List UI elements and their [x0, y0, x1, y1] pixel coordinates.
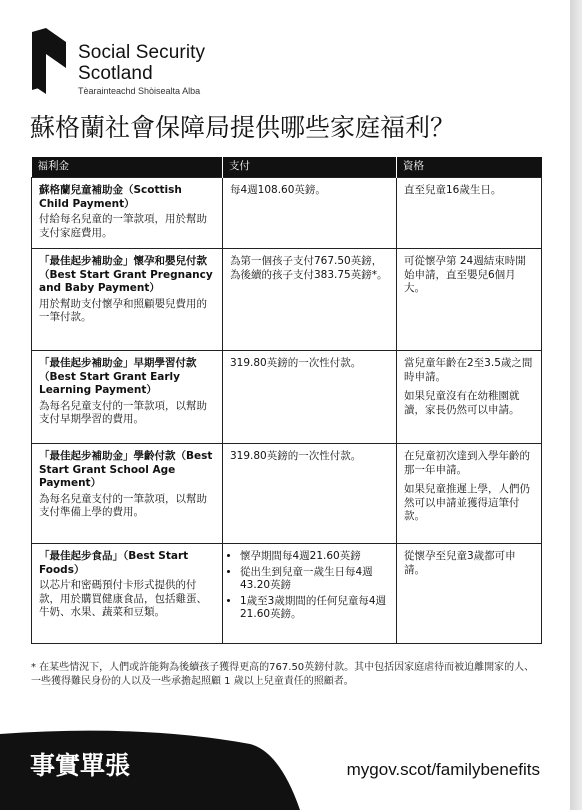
table-row [32, 444, 542, 544]
table-row [32, 351, 542, 444]
list-item: • 從出生到兒童一歲生日每4週43.20英鎊 [240, 566, 389, 593]
payment-cell: 319.80英鎊的一次性付款。 [223, 351, 397, 444]
benefit-description: 付給每名兒童的一筆款項，用於幫助支付家庭費用。 [39, 213, 207, 239]
eligibility-text: 如果兒童沒有在幼稚園就讀，家長仍然可以申請。 [404, 390, 520, 416]
eligibility-text: 當兒童年齡在2至3.5歲之間時申請。 [404, 357, 533, 383]
footer-label: 事實單張 [30, 751, 131, 780]
eligibility-cell [397, 351, 542, 444]
payment-cell [223, 544, 397, 644]
header-eligibility: 資格 [397, 157, 542, 178]
list-item: • 1歲至3歲期間的任何兒童每4週21.60英鎊。 [240, 595, 389, 622]
table-row [32, 544, 542, 644]
header-benefit: 福利金 [32, 157, 223, 178]
benefit-description: 以芯片和密碼預付卡形式提供的付款，用於購買健康食品，包括雞蛋、牛奶、水果、蔬菜和豆類。 [39, 579, 207, 618]
list-item: • 懷孕期間每4週21.60英鎊 [240, 550, 389, 564]
payment-cell: 每4週108.60英鎊。 [223, 178, 397, 249]
payment-cell: 319.80英鎊的一次性付款。 [223, 444, 397, 544]
benefit-cell [32, 249, 223, 351]
footnote: * 在某些情況下，人們或許能夠為後續孩子獲得更高的767.50英鎊付款。其中包括因家庭虐待而被迫離開家的人、一些獲得難民身份的人以及一些承擔起照顧 1 歲以上兒童責任的照顧者。 [31, 662, 535, 687]
eligibility-cell [397, 249, 542, 351]
header-payment: 支付 [223, 157, 397, 178]
payment-list [230, 550, 389, 622]
table-header-row [32, 157, 542, 178]
table-row [32, 249, 542, 351]
benefit-name: 「最佳起步補助金」學齡付款（Best Start Grant School Age Payment） [39, 450, 213, 489]
brand-logo [30, 28, 250, 100]
eligibility-cell [397, 444, 542, 544]
page-edge-shadow [570, 0, 582, 810]
brand-gaelic-name: Tèarainteachd Shòisealta Alba [78, 86, 201, 96]
page-title: 蘇格蘭社會保障局提供哪些家庭福利？ [30, 113, 456, 142]
eligibility-text: 從懷孕至兒童3歲都可申請。 [404, 550, 516, 576]
benefit-cell [32, 544, 223, 644]
footer-website-link[interactable]: mygov.scot/familybenefits [346, 760, 540, 779]
eligibility-text: 如果兒童推遲上學，人們仍然可以申請並獲得這筆付款。 [404, 483, 530, 522]
benefit-name: 「最佳起步食品」（Best Start Foods） [39, 550, 189, 576]
eligibility-cell [397, 544, 542, 644]
benefit-name: 「最佳起步補助金」懷孕和嬰兒付款（Best Start Grant Pregnancy and Baby Payment） [39, 255, 213, 294]
benefit-description: 為每名兒童支付的一筆款項，以幫助支付早期學習的費用。 [39, 399, 207, 425]
benefit-name: 蘇格蘭兒童補助金（Scottish Child Payment） [39, 184, 182, 210]
eligibility-text: 可從懷孕第 24週結束時開始申請，直至嬰兒6個月大。 [404, 255, 526, 294]
eligibility-text: 在兒童初次達到入學年齡的那一年申請。 [404, 450, 530, 476]
table-row [32, 178, 542, 249]
benefits-table [31, 157, 542, 644]
benefit-description: 為每名兒童支付的一筆款項，以幫助支付準備上學的費用。 [39, 492, 207, 518]
benefit-name: 「最佳起步補助金」早期學習付款（Best Start Grant Early Learning Payment） [39, 357, 197, 396]
benefit-cell [32, 351, 223, 444]
benefit-cell [32, 444, 223, 544]
benefit-description: 用於幫助支付懷孕和照顧嬰兒費用的一筆付款。 [39, 297, 207, 323]
eligibility-cell [397, 178, 542, 249]
saltire-logo-icon [30, 28, 70, 94]
eligibility-text: 直至兒童16歲生日。 [404, 184, 502, 196]
benefit-cell [32, 178, 223, 249]
brand-name: Social Security Scotland [78, 42, 206, 84]
payment-cell: 為第一個孩子支付767.50英鎊，為後續的孩子支付383.75英鎊*。 [223, 249, 397, 351]
